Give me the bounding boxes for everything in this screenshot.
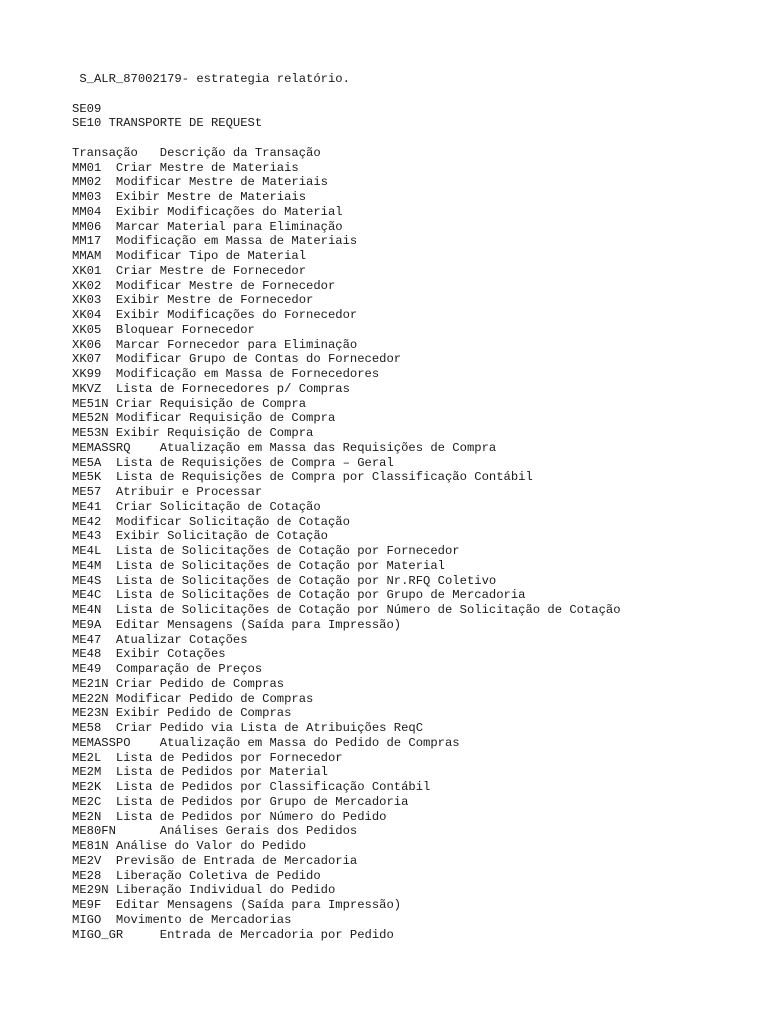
transaction-row: XK02 Modificar Mestre de Fornecedor bbox=[72, 278, 336, 293]
transaction-row: ME2M Lista de Pedidos por Material bbox=[72, 765, 328, 780]
transaction-row: ME9F Editar Mensagens (Saída para Impressão) bbox=[72, 898, 402, 912]
se09-line: SE09 bbox=[72, 101, 102, 116]
transaction-row: ME49 Comparação de Preços bbox=[72, 662, 263, 676]
transaction-row: MM04 Exibir Modificações do Material bbox=[72, 204, 343, 219]
transaction-row: ME4L Lista de Solicitações de Cotação por Fornecedor bbox=[72, 544, 460, 558]
transaction-row: ME57 Atribuir e Processar bbox=[72, 485, 263, 499]
transaction-row: MEMASSPO Atualização em Massa do Pedido de Compras bbox=[72, 735, 460, 750]
transaction-row: ME58 Criar Pedido via Lista de Atribuições ReqC bbox=[72, 721, 424, 735]
transaction-row: ME22N Modificar Pedido de Compras bbox=[72, 691, 314, 706]
transaction-row: ME53N Exibir Requisição de Compra bbox=[72, 426, 314, 440]
transaction-row: ME4M Lista de Solicitações de Cotação por Material bbox=[72, 558, 445, 573]
transaction-row: ME81N Análise do Valor do Pedido bbox=[72, 839, 307, 853]
se10-line: SE10 TRANSPORTE DE REQUESt bbox=[72, 116, 263, 131]
transaction-row: ME41 Criar Solicitação de Cotação bbox=[72, 499, 321, 514]
transaction-row: ME4N Lista de Solicitações de Cotação por Número de Solicitação de Cotação bbox=[72, 603, 621, 617]
transaction-row: XK01 Criar Mestre de Fornecedor bbox=[72, 263, 307, 278]
transaction-row: XK05 Bloquear Fornecedor bbox=[72, 322, 255, 337]
transaction-row: MM01 Criar Mestre de Materiais bbox=[72, 160, 299, 175]
transaction-row: MM02 Modificar Mestre de Materiais bbox=[72, 175, 328, 190]
transaction-row: ME2L Lista de Pedidos por Fornecedor bbox=[72, 750, 343, 765]
transaction-row: ME4C Lista de Solicitações de Cotação por Grupo de Mercadoria bbox=[72, 588, 526, 603]
document-title: S_ALR_87002179- estrategia relatório. bbox=[72, 72, 350, 86]
transaction-row: MMAM Modificar Tipo de Material bbox=[72, 249, 307, 263]
blank-line bbox=[72, 131, 752, 146]
transaction-row: MKVZ Lista de Fornecedores p/ Compras bbox=[72, 381, 350, 396]
transaction-row: XK07 Modificar Grupo de Contas do Fornecedor bbox=[72, 352, 402, 367]
transaction-row: MM17 Modificação em Massa de Materiais bbox=[72, 234, 358, 249]
transaction-row: XK04 Exibir Modificações do Fornecedor bbox=[72, 308, 358, 322]
transaction-row: XK06 Marcar Fornecedor para Eliminação bbox=[72, 337, 358, 352]
transaction-row: ME28 Liberação Coletiva de Pedido bbox=[72, 868, 321, 883]
document-page bbox=[72, 72, 752, 942]
transaction-row: ME80FN Análises Gerais dos Pedidos bbox=[72, 824, 358, 839]
transaction-row: MIGO Movimento de Mercadorias bbox=[72, 912, 292, 927]
transaction-row: ME9A Editar Mensagens (Saída para Impressão) bbox=[72, 617, 402, 632]
transaction-row: ME43 Exibir Solicitação de Cotação bbox=[72, 529, 328, 544]
transaction-row: XK99 Modificação em Massa de Fornecedores bbox=[72, 367, 380, 381]
transaction-row: ME5A Lista de Requisições de Compra – Geral bbox=[72, 455, 394, 470]
transaction-row: ME29N Liberação Individual do Pedido bbox=[72, 883, 336, 898]
transaction-row: ME5K Lista de Requisições de Compra por Classificação Contábil bbox=[72, 470, 533, 485]
transaction-row: MEMASSRQ Atualização em Massa das Requisições de Compra bbox=[72, 440, 497, 455]
transaction-row: ME51N Criar Requisição de Compra bbox=[72, 396, 307, 411]
transaction-row: ME52N Modificar Requisição de Compra bbox=[72, 411, 336, 426]
transaction-row: ME42 Modificar Solicitação de Cotação bbox=[72, 514, 350, 529]
transaction-row: MM06 Marcar Material para Eliminação bbox=[72, 219, 343, 234]
table-heading: Transação Descrição da Transação bbox=[72, 145, 321, 160]
blank-line bbox=[72, 87, 752, 102]
transaction-row: ME48 Exibir Cotações bbox=[72, 647, 226, 662]
transaction-list bbox=[72, 161, 752, 943]
transaction-row: MIGO_GR Entrada de Mercadoria por Pedido bbox=[72, 927, 394, 942]
transaction-row: XK03 Exibir Mestre de Fornecedor bbox=[72, 293, 314, 308]
transaction-row: ME47 Atualizar Cotações bbox=[72, 632, 248, 647]
transaction-row: ME4S Lista de Solicitações de Cotação por Nr.RFQ Coletivo bbox=[72, 573, 497, 588]
transaction-row: MM03 Exibir Mestre de Materiais bbox=[72, 190, 307, 204]
transaction-row: ME2V Previsão de Entrada de Mercadoria bbox=[72, 853, 358, 868]
transaction-row: ME2N Lista de Pedidos por Número do Pedido bbox=[72, 809, 387, 824]
transaction-row: ME23N Exibir Pedido de Compras bbox=[72, 706, 292, 721]
transaction-row: ME21N Criar Pedido de Compras bbox=[72, 676, 285, 691]
transaction-row: ME2K Lista de Pedidos por Classificação Contábil bbox=[72, 780, 431, 794]
transaction-row: ME2C Lista de Pedidos por Grupo de Mercadoria bbox=[72, 794, 409, 809]
